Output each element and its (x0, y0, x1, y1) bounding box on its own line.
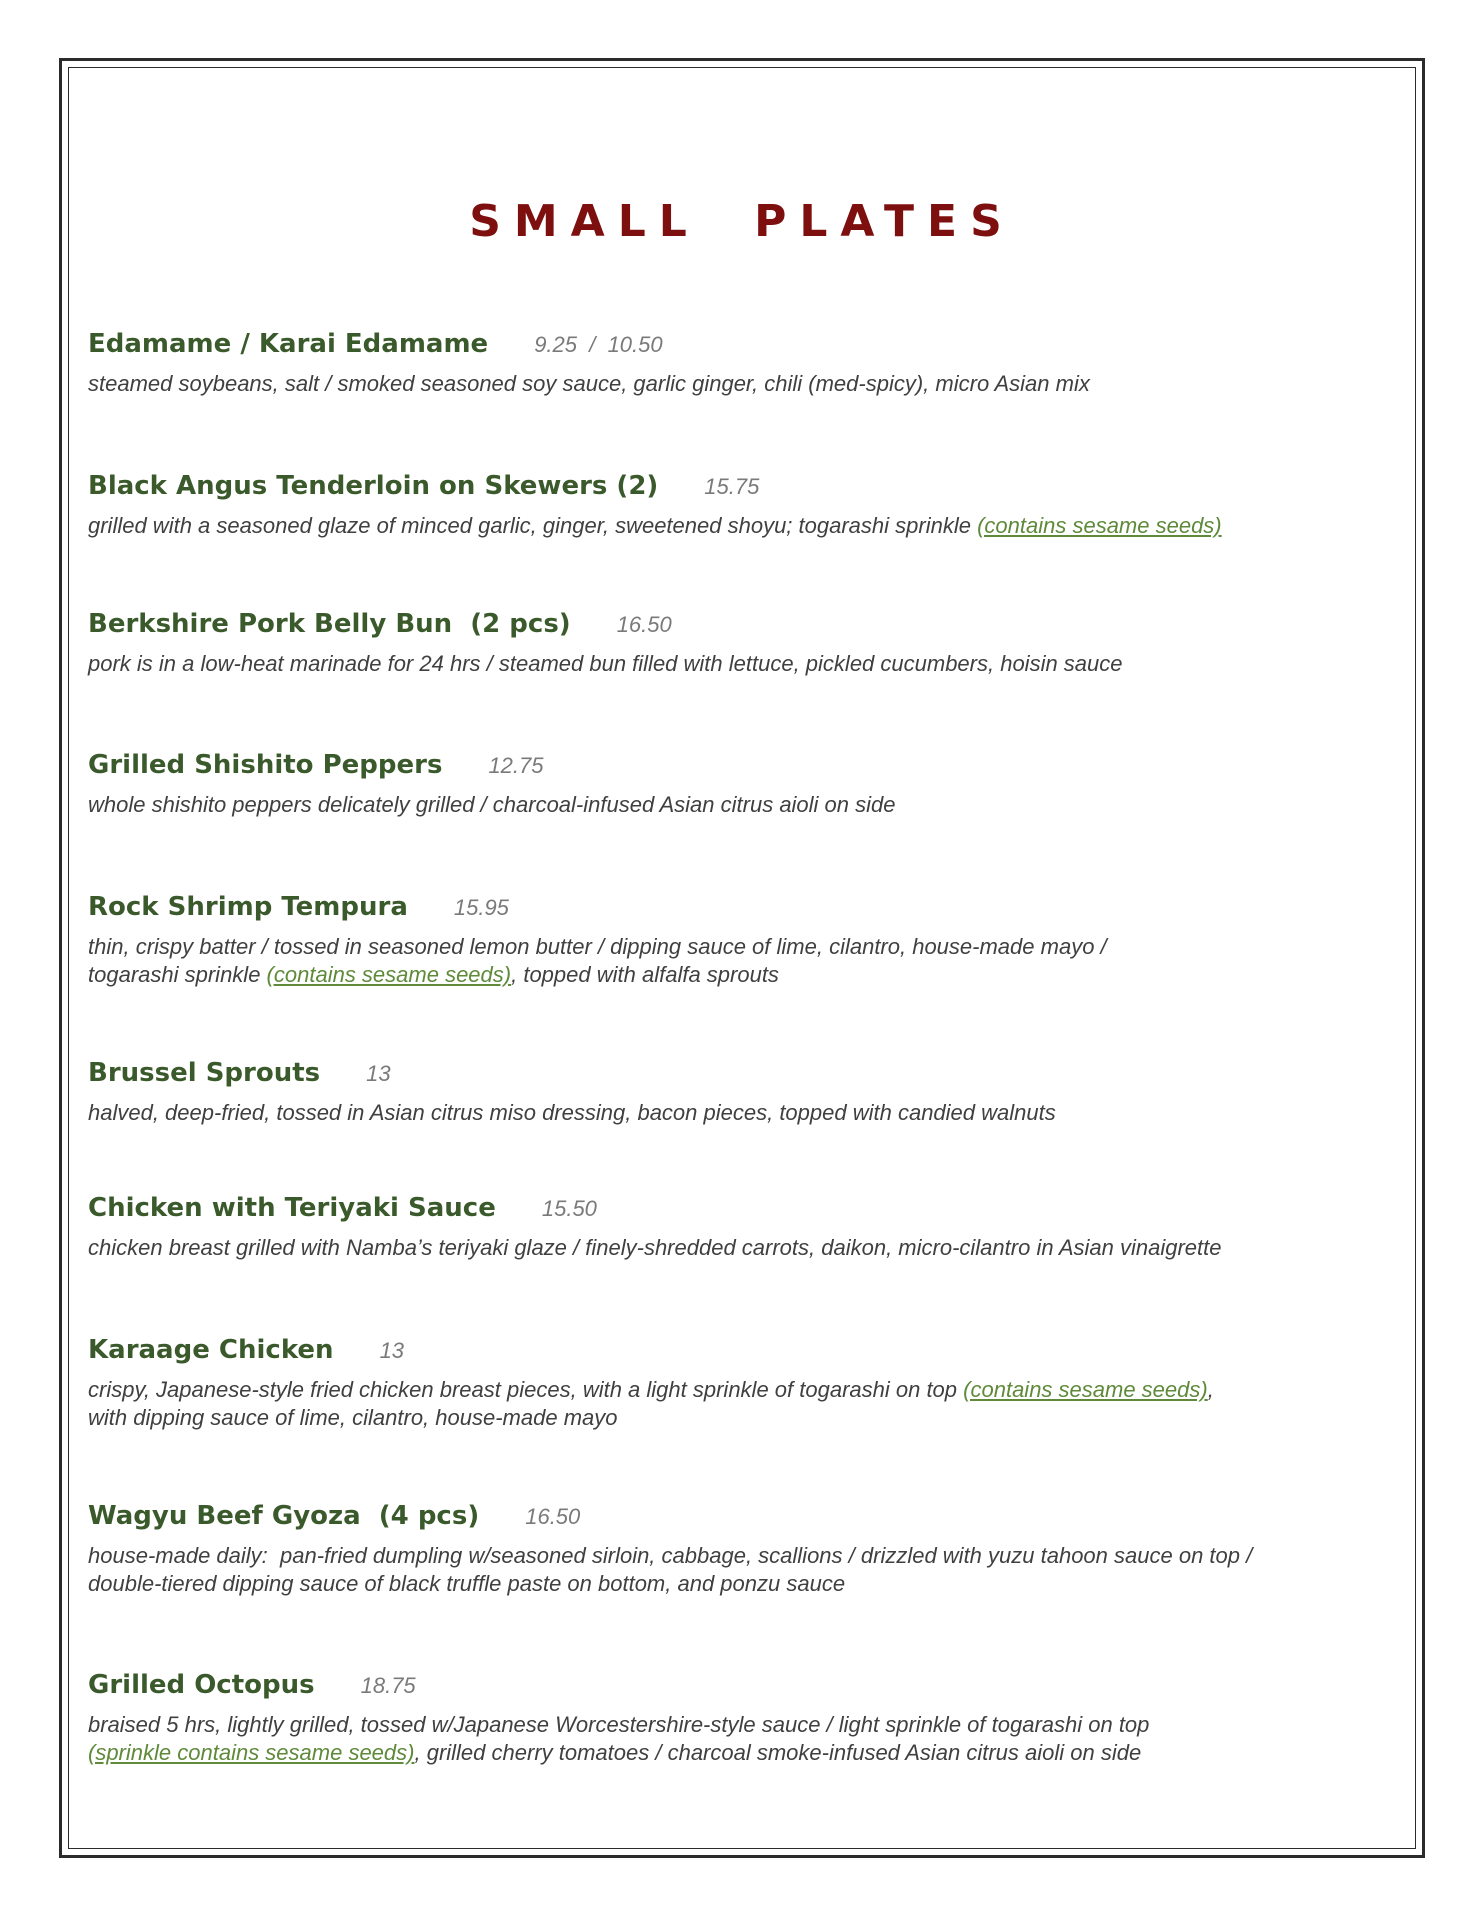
menu-item-teriyaki-chicken (88, 1190, 1408, 1262)
description-text: , grilled cherry tomatoes / charcoal smoke-infused Asian citrus aioli on side (414, 1740, 1142, 1765)
item-name: Edamame / Karai Edamame (88, 329, 489, 359)
item-name: Wagyu Beef Gyoza (4 pcs) (88, 1501, 480, 1531)
description-line: thin, crispy batter / tossed in seasoned lemon butter / dipping sauce of lime, cilantro, house-made mayo / (88, 934, 1107, 959)
item-price: 12.75 (488, 753, 544, 778)
item-name: Berkshire Pork Belly Bun (2 pcs) (88, 609, 571, 639)
item-price: 13 (379, 1338, 405, 1363)
description-line: house-made daily: pan-fried dumpling w/seasoned sirloin, cabbage, scallions / drizzled with yuzu tahoon sauce on top / (88, 1543, 1253, 1568)
item-price: 15.75 (704, 474, 760, 499)
description-line: double-tiered dipping sauce of black truffle paste on bottom, and ponzu sauce (88, 1571, 846, 1596)
item-name: Grilled Octopus (88, 1670, 315, 1700)
description-line: braised 5 hrs, lightly grilled, tossed w/Japanese Worcestershire-style sauce / light sprinkle of togarashi on top (88, 1712, 1150, 1737)
item-description (88, 1711, 1408, 1767)
menu-item-brussel-sprouts (88, 1055, 1408, 1127)
description-line: steamed soybeans, salt / smoked seasoned soy sauce, garlic ginger, chili (med-spicy), micro Asian mix (88, 371, 1090, 396)
description-text: togarashi sprinkle (88, 962, 267, 987)
menu-item-grilled-octopus (88, 1667, 1408, 1767)
item-price: 18.75 (360, 1673, 416, 1698)
menu-item-wagyu-gyoza (88, 1498, 1408, 1598)
item-name: Rock Shrimp Tempura (88, 892, 408, 922)
menu-item-edamame (88, 326, 1408, 398)
item-description (88, 512, 1408, 540)
menu-item-angus-skewers (88, 468, 1408, 540)
item-price: 9.25 / 10.50 (534, 332, 663, 357)
description-line: chicken breast grilled with Namba’s teriyaki glaze / finely-shredded carrots, daikon, micro-cilantro in Asian vinaigrette (88, 1235, 1222, 1260)
item-description (88, 1376, 1408, 1432)
page-title: SMALL PLATES (469, 196, 1015, 247)
allergen-note: (sprinkle contains sesame seeds) (88, 1740, 415, 1765)
description-text: , topped with alfalfa sprouts (511, 962, 779, 987)
menu-item-rock-shrimp-tempura (88, 889, 1408, 989)
item-price: 15.95 (453, 895, 509, 920)
item-price: 16.50 (525, 1504, 581, 1529)
menu-item-shishito-peppers (88, 747, 1408, 819)
description-text: grilled with a seasoned glaze of minced garlic, ginger, sweetened shoyu; togarashi sprinkle (88, 513, 978, 538)
item-name: Black Angus Tenderloin on Skewers (2) (88, 471, 659, 501)
description-line: whole shishito peppers delicately grilled / charcoal-infused Asian citrus aioli on side (88, 792, 896, 817)
item-price: 15.50 (541, 1196, 597, 1221)
item-name: Grilled Shishito Peppers (88, 750, 443, 780)
item-description (88, 370, 1408, 398)
allergen-note: (contains sesame seeds) (963, 1377, 1208, 1402)
item-description (88, 933, 1408, 989)
menu-item-karaage-chicken (88, 1332, 1408, 1432)
allergen-note: (contains sesame seeds) (977, 513, 1222, 538)
item-price: 16.50 (616, 612, 672, 637)
menu-item-pork-belly-bun (88, 606, 1408, 678)
item-price: 13 (366, 1061, 391, 1086)
allergen-note: (contains sesame seeds) (266, 962, 512, 987)
item-description (88, 1099, 1408, 1127)
item-name: Karaage Chicken (88, 1335, 334, 1365)
description-text: , (1207, 1377, 1214, 1402)
description-line: with dipping sauce of lime, cilantro, house-made mayo (88, 1405, 618, 1430)
description-line: halved, deep-fried, tossed in Asian citrus miso dressing, bacon pieces, topped with candied walnuts (88, 1100, 1056, 1125)
description-line: pork is in a low-heat marinade for 24 hrs / steamed bun filled with lettuce, pickled cucumbers, hoisin sauce (88, 651, 1123, 676)
item-description (88, 650, 1408, 678)
item-name: Chicken with Teriyaki Sauce (88, 1193, 496, 1223)
item-description (88, 1542, 1408, 1598)
item-description (88, 791, 1408, 819)
description-text: crispy, Japanese-style fried chicken breast pieces, with a light sprinkle of togarashi on top (88, 1377, 964, 1402)
item-name: Brussel Sprouts (88, 1058, 321, 1088)
item-description (88, 1234, 1408, 1262)
